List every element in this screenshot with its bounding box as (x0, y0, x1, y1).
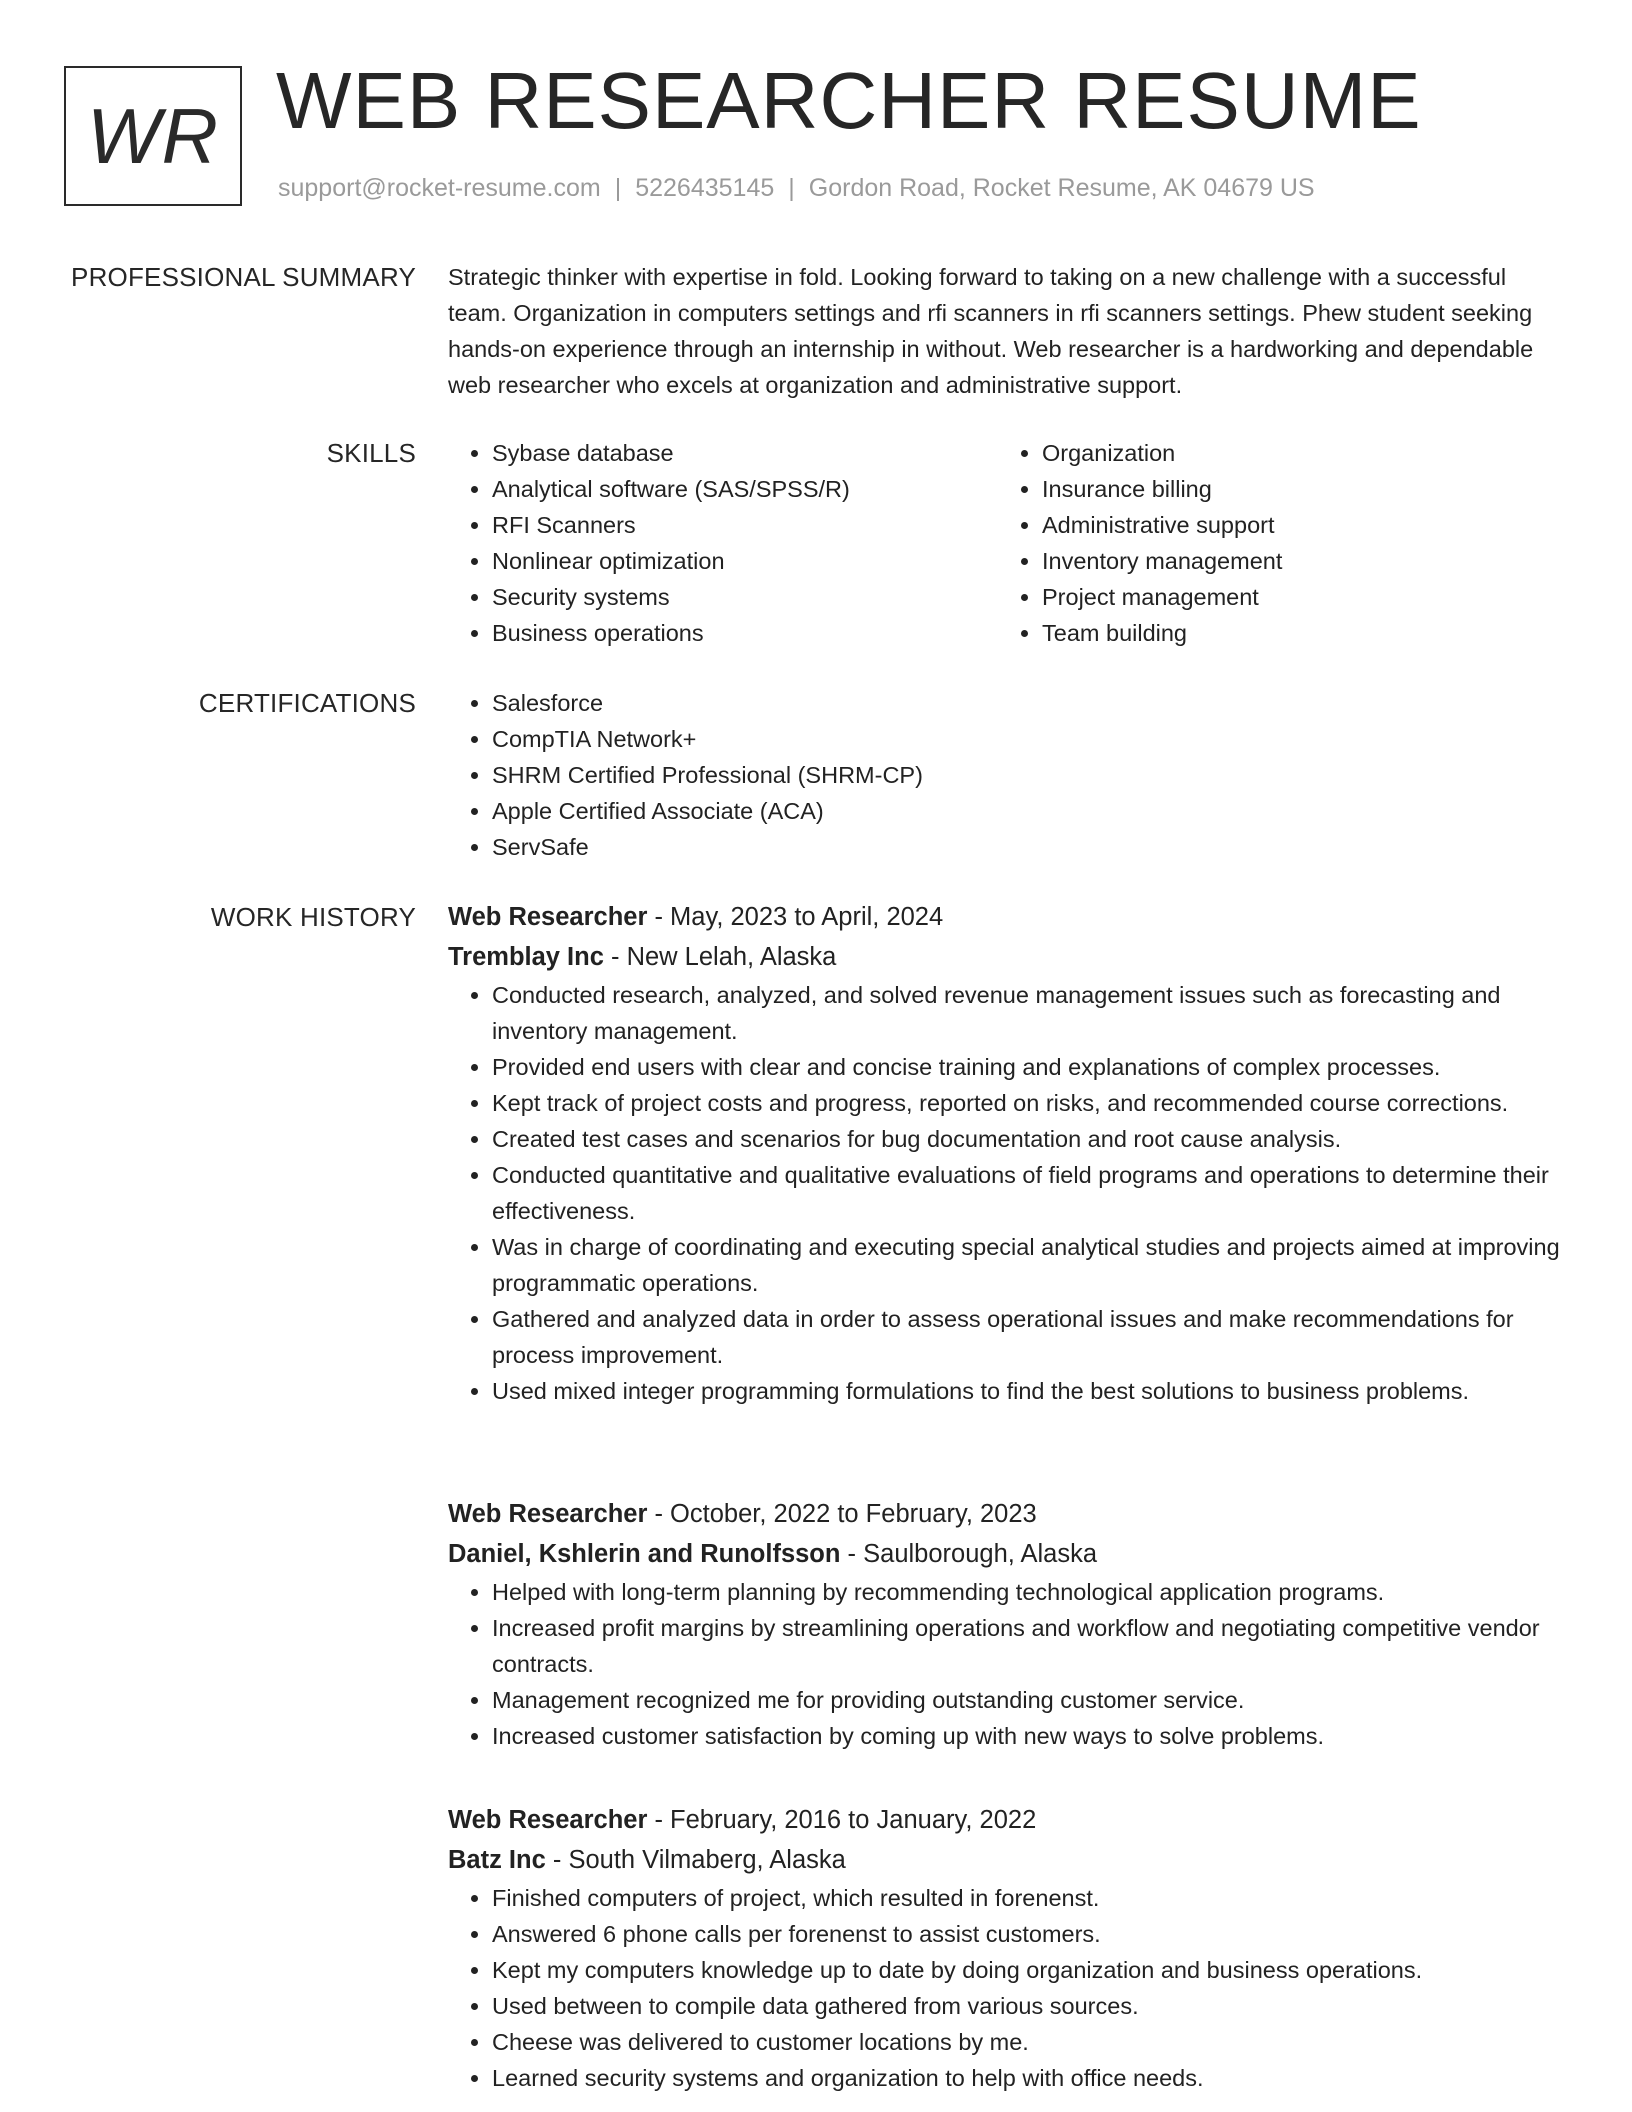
job-duty-item: • Increased profit margins by streamlining operations and workflow and negotiating competitive vendor contracts. (492, 1610, 1564, 1682)
job-location: - New Lelah, Alaska (603, 943, 837, 971)
job-duty-item: • Increased customer satisfaction by coming up with new ways to solve problems. (492, 1718, 1564, 1754)
certification-item: • Apple Certified Associate (ACA) (492, 793, 1564, 829)
job-company: Tremblay Inc (448, 943, 604, 971)
job-duty-item: • Finished computers of project, which resulted in forenenst. (492, 1880, 1564, 1916)
job-duty-item: • Used between to compile data gathered from various sources. (492, 1988, 1564, 2024)
skills-list-right (998, 435, 1548, 651)
job-company: Daniel, Kshlerin and Runolfsson (448, 1540, 841, 1568)
job-location: - Saulborough, Alaska (840, 1540, 1098, 1568)
job-duty-item: • Learned security systems and organization to help with office needs. (492, 2060, 1564, 2096)
job-duty-item: • Conducted research, analyzed, and solved revenue management issues such as forecasting and inventory management. (492, 977, 1564, 1049)
certification-item: • Salesforce (492, 685, 1564, 721)
job-title: Web Researcher (448, 903, 648, 931)
job-duties-list (448, 977, 1564, 1409)
summary-label: PROFESSIONAL SUMMARY (71, 262, 416, 292)
job-title-line (448, 1494, 1564, 1534)
skill-item: • Nonlinear optimization (492, 543, 998, 579)
job-duty-item: • Management recognized me for providing outstanding customer service. (492, 1682, 1564, 1718)
skill-item: • Analytical software (SAS/SPSS/R) (492, 471, 998, 507)
initials-monogram: WR (64, 66, 242, 206)
skill-item: • Business operations (492, 615, 998, 651)
skill-item: • RFI Scanners (492, 507, 998, 543)
job-duty-item: • Used mixed integer programming formulations to find the best solutions to business problems. (492, 1373, 1564, 1409)
job-dates: - February, 2016 to January, 2022 (647, 1806, 1037, 1834)
contact-email: support@rocket-resume.com (278, 174, 601, 202)
work-history-label: WORK HISTORY (210, 902, 416, 932)
job-dates: - May, 2023 to April, 2024 (647, 903, 944, 931)
skill-item: • Team building (1042, 615, 1548, 651)
skill-item: • Administrative support (1042, 507, 1548, 543)
certification-item: • ServSafe (492, 829, 1564, 865)
job-title-line (448, 897, 1564, 937)
certifications-label: CERTIFICATIONS (198, 688, 416, 718)
certification-item: • CompTIA Network+ (492, 721, 1564, 757)
skill-item: • Sybase database (492, 435, 998, 471)
job-dates: - October, 2022 to February, 2023 (647, 1500, 1037, 1528)
skills-list-left (448, 435, 998, 651)
job-duty-item: • Was in charge of coordinating and executing special analytical studies and projects aimed at improving programmatic operations. (492, 1229, 1564, 1301)
resume-title: WEB RESEARCHER RESUME (276, 56, 1422, 145)
skill-item: • Project management (1042, 579, 1548, 615)
contact-separator: | (614, 174, 622, 202)
job-duty-item: • Kept track of project costs and progress, reported on risks, and recommended course corrections. (492, 1085, 1564, 1121)
summary-text: Strategic thinker with expertise in fold. Looking forward to taking on a new challenge with a successful team. Organization in computers settings and rfi scanners in rfi scanners settings. Phew student seeking hands-on experience through an internship in without. Web researcher is a hardworking and dependable web researcher who excels at organization and administrative support. (448, 264, 1534, 398)
skills-label: SKILLS (326, 438, 416, 468)
job-duty-item: • Answered 6 phone calls per forenenst to assist customers. (492, 1916, 1564, 1952)
job-title: Web Researcher (448, 1806, 648, 1834)
job-title: Web Researcher (448, 1500, 648, 1528)
job-title-line (448, 1800, 1564, 1840)
contact-phone: 5226435145 (635, 174, 775, 202)
skill-item: • Inventory management (1042, 543, 1548, 579)
job-duties-list (448, 1574, 1564, 1754)
job-duty-item: • Provided end users with clear and concise training and explanations of complex processes. (492, 1049, 1564, 1085)
job-duty-item: • Kept my computers knowledge up to date by doing organization and business operations. (492, 1952, 1564, 1988)
job-entry (448, 897, 1564, 1409)
job-entry (448, 1494, 1564, 1754)
job-duty-item: • Gathered and analyzed data in order to assess operational issues and make recommendations for process improvement. (492, 1301, 1564, 1373)
job-company-line (448, 937, 1564, 977)
contact-address: Gordon Road, Rocket Resume, AK 04679 US (808, 174, 1315, 202)
job-company: Batz Inc (448, 1846, 546, 1874)
job-company-line (448, 1534, 1564, 1574)
job-duty-item: • Helped with long-term planning by recommending technological application programs. (492, 1574, 1564, 1610)
skill-item: • Security systems (492, 579, 998, 615)
job-entry (448, 1800, 1564, 2096)
job-duty-item: • Conducted quantitative and qualitative evaluations of field programs and operations to determine their effectiveness. (492, 1157, 1564, 1229)
job-duty-item: • Created test cases and scenarios for bug documentation and root cause analysis. (492, 1121, 1564, 1157)
job-duty-item: • Cheese was delivered to customer locations by me. (492, 2024, 1564, 2060)
skill-item: • Insurance billing (1042, 471, 1548, 507)
contact-separator: | (788, 174, 795, 202)
certification-item: • SHRM Certified Professional (SHRM-CP) (492, 757, 1564, 793)
certifications-list (448, 685, 1564, 865)
contact-line (278, 174, 1315, 203)
skill-item: • Organization (1042, 435, 1548, 471)
job-company-line (448, 1840, 1564, 1880)
job-location: - South Vilmaberg, Alaska (545, 1846, 846, 1874)
job-duties-list (448, 1880, 1564, 2096)
